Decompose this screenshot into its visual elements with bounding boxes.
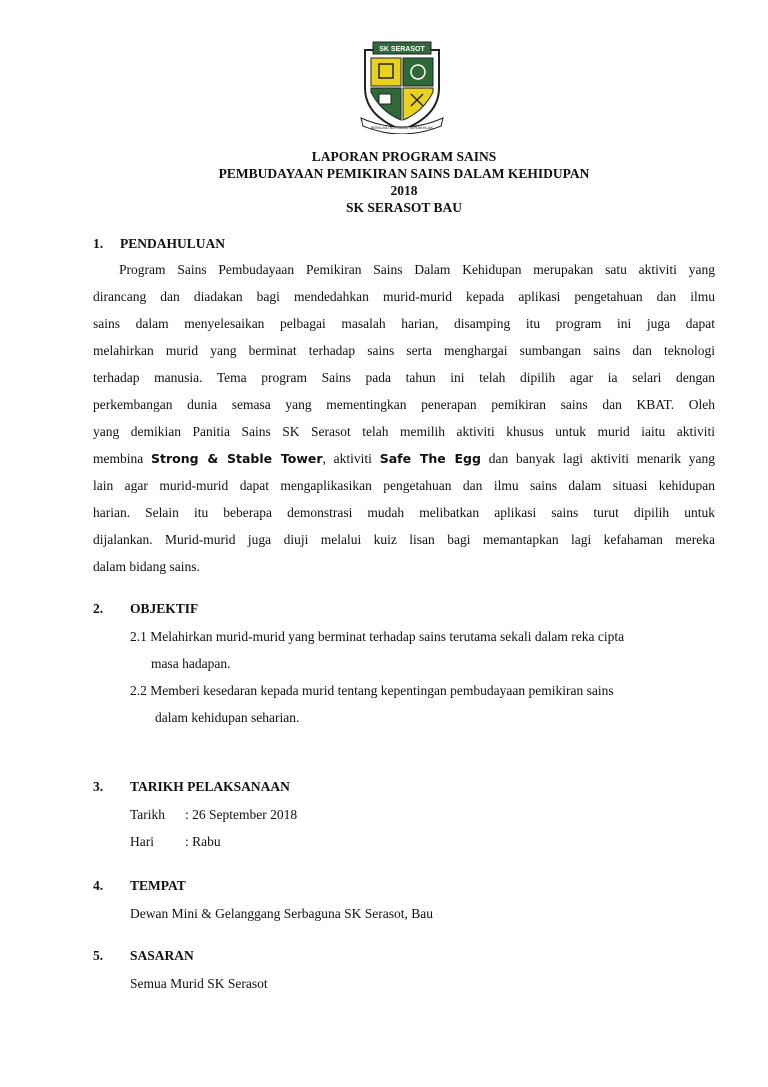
title-line-1: LAPORAN PROGRAM SAINS [311, 149, 497, 164]
paragraph-line: sains dalam menyelesaikan pelbagai masalah harian, disamping itu program ini juga dapat [93, 316, 715, 331]
report-title [0, 148, 768, 216]
objective-2-2-line-1: 2.2 Memberi kesedaran kepada murid tentang kepentingan pembudayaan pemikiran sains [130, 683, 614, 698]
objective-2-1-line-2: masa hadapan. [151, 656, 231, 671]
objective-2-1-line-1: 2.1 Melahirkan murid-murid yang berminat terhadap sains terutama sekali dalam reka cipta [130, 629, 625, 644]
paragraph-line: dirancang dan diadakan bagi mendedahkan murid-murid kepada aplikasi pengetahuan dan ilmu [93, 289, 715, 304]
activity-safe-the-egg: Safe The Egg [379, 451, 481, 466]
section-3-heading: 3. TARIKH PELAKSANAAN [93, 779, 290, 794]
date-value: : 26 September 2018 [185, 807, 298, 822]
crest-banner-text: SK SERASOT [379, 46, 425, 53]
venue-text: Dewan Mini & Gelanggang Serbaguna SK Serasot, Bau [130, 906, 433, 921]
paragraph-line: dijalankan. Murid-murid juga diuji melalui kuiz lisan bagi memantapkan lagi kefahaman mereka [93, 532, 715, 547]
target-text: Semua Murid SK Serasot [130, 976, 268, 991]
title-line-4: SK SERASOT BAU [345, 200, 463, 215]
date-label: Tarikh [130, 807, 166, 822]
paragraph-line: Program Sains Pembudayaan Pemikiran Sains Dalam Kehidupan merupakan satu aktiviti yang [119, 262, 715, 277]
paragraph-line: harian. Selain itu beberapa demonstrasi mudah melibatkan aplikasi sains turut dipilih untuk [93, 505, 715, 520]
objective-2-2-line-2: dalam kehidupan seharian. [155, 710, 300, 725]
paragraph-line: dalam bidang sains. [93, 559, 200, 574]
section-2-heading: 2. OBJEKTIF [93, 601, 199, 616]
title-line-3: 2018 [390, 183, 418, 198]
day-value: : Rabu [185, 834, 221, 849]
paragraph-line: yang demikian Panitia Sains SK Serasot telah memilih aktiviti khusus untuk murid iaitu aktiviti [93, 424, 715, 439]
date-row [130, 807, 297, 823]
section-4-heading: 4. TEMPAT [93, 878, 186, 893]
section-1-paragraph [93, 256, 715, 580]
section-5-heading: 5. SASARAN [93, 948, 194, 963]
day-row [130, 834, 221, 850]
title-line-2: PEMBUDAYAAN PEMIKIRAN SAINS DALAM KEHIDUPAN [218, 166, 590, 181]
paragraph-line: lain agar murid-murid dapat mengaplikasikan pengetahuan dan ilmu sains dalam situasi kehidupan [93, 478, 715, 493]
paragraph-line: melahirkan murid yang berminat terhadap sains serta menghargai sumbangan sains dan teknologi [93, 343, 715, 358]
school-crest-logo [357, 36, 447, 134]
paragraph-line: perkembangan dunia semasa yang mementingkan penerapan pemikiran sains dan KBAT. Oleh [93, 397, 715, 412]
crest-motto-text: BERILMU BERIMAN BERAKHLAK [370, 125, 434, 130]
section-1-heading: 1. PENDAHULUAN [93, 236, 226, 251]
paragraph-line-with-bold: membina Strong & Stable Tower, aktiviti Safe The Egg dan banyak lagi aktiviti menarik yang [93, 451, 716, 466]
paragraph-line: terhadap manusia. Tema program Sains pada tahun ini telah dipilih agar ia selari dengan [93, 370, 715, 385]
day-label: Hari [130, 834, 154, 849]
activity-strong-stable-tower: Strong & Stable Tower [151, 451, 323, 466]
